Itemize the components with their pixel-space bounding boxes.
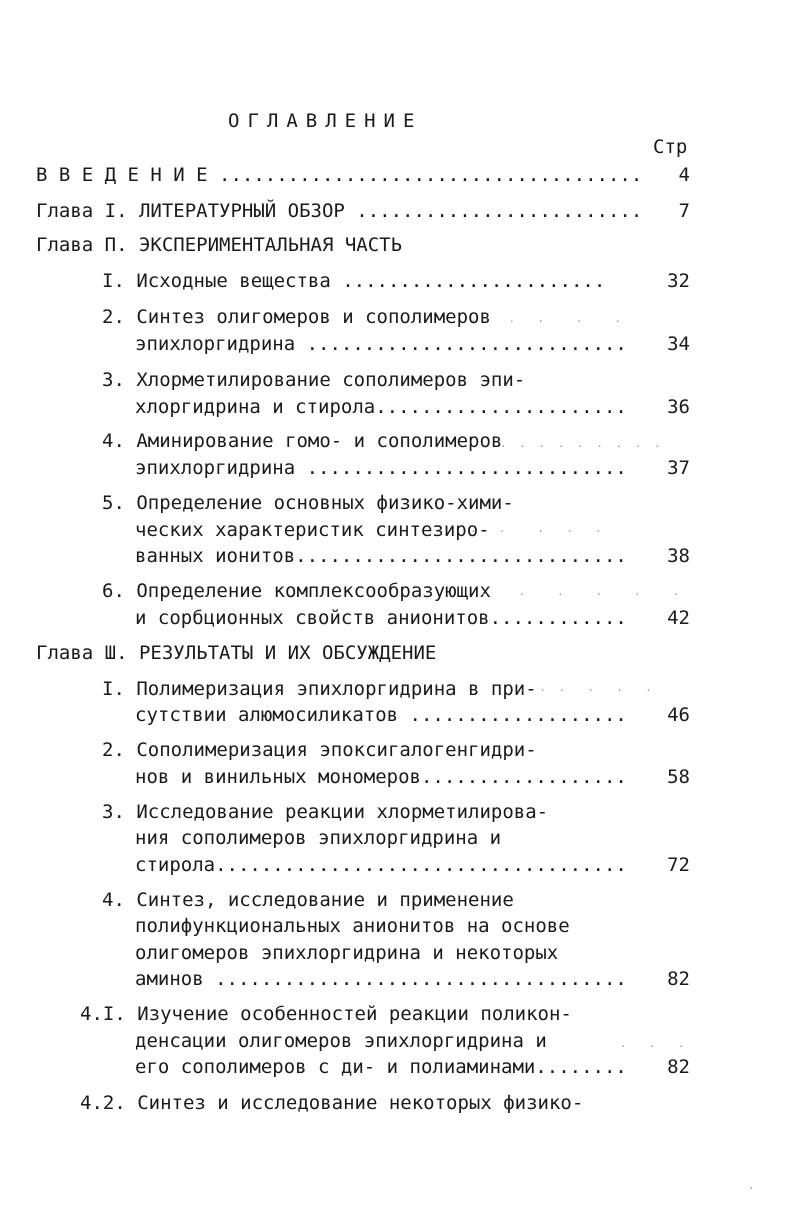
toc-entry-2-4-line-1: 4. Аминирование гомо- и сополимеров (102, 430, 503, 452)
toc-entry-2-5-page: 38 (667, 545, 690, 567)
toc-entry-3-1-page: 46 (667, 704, 690, 726)
scan-speck: · · · · · (470, 315, 624, 328)
toc-entry-4-1-line-2: денсации олигомеров эпихлоргидрина и (135, 1030, 547, 1052)
toc-entry-ch3-line-1: Глава Ш. РЕЗУЛЬТАТЫ И ИХ ОБСУЖДЕНИЕ (36, 642, 437, 664)
toc-entry-3-4-line-1: 4. Синтез, исследование и применение (102, 889, 514, 911)
toc-entry-3-4-line-3: олигомеров эпихлоргидрина и некоторых (135, 942, 559, 964)
toc-entry-4-1-line-1: 4.I. Изучение особенностей реакции поликон- (80, 1003, 572, 1025)
toc-entry-4-1-page: 82 (667, 1056, 690, 1078)
toc-entry-ch1-page: 7 (678, 200, 690, 222)
toc-entry-3-4-line-2: полифункциональных анионитов на основе (135, 915, 570, 937)
toc-entry-2-4-page: 37 (667, 457, 690, 479)
toc-entry-2-6-page: 42 (667, 607, 690, 629)
toc-entry-3-2-line-2: нов и винильных мономеров.................. (135, 766, 627, 788)
toc-entry-4-1-line-3: его сополимеров с ди- и полиаминами........ (135, 1056, 627, 1078)
scan-speck: · · · · · · (520, 684, 655, 697)
toc-entry-2-6-line-2: и сорбционных свойств анионитов............ (135, 607, 627, 629)
toc-entry-3-3-page: 72 (667, 854, 690, 876)
toc-entry-2-3-line-1: 3. Хлорметилирование сополимеров эпи- (102, 369, 526, 391)
toc-entry-2-2-line-1: 2. Синтез олигомеров и сополимеров (102, 306, 491, 328)
toc-entry-2-2-line-2: эпихлоргидрина ............................ (135, 333, 627, 355)
toc-entry-2-4-line-2: эпихлоргидрина ............................ (135, 457, 627, 479)
toc-entry-2-3-page: 36 (667, 396, 690, 418)
scan-speck: · · · · · (470, 525, 605, 538)
toc-entry-3-3-line-2: ния сополимеров эпихлоргидрина и (135, 827, 502, 849)
toc-entry-3-1-line-1: I. Полимеризация эпихлоргидрина в при- (102, 678, 537, 700)
toc-entry-2-2-page: 34 (667, 333, 690, 355)
toc-entry-2-5-line-2: ческих характеристик синтезиро- (135, 519, 490, 541)
toc-entry-ch1-line-1: Глава I. ЛИТЕРАТУРНЫЙ ОБЗОР ......................... (36, 200, 643, 222)
toc-entry-2-6-line-1: 6. Определение комплексообразующих (102, 580, 491, 602)
toc-entry-2-5-line-3: ванных ионитов............................. (135, 545, 627, 567)
toc-entry-3-3-line-1: 3. Исследование реакции хлорметилирова- (102, 801, 549, 823)
toc-title: ОГЛАВЛЕНИЕ (228, 110, 423, 132)
scan-speck: · (748, 1182, 758, 1195)
toc-entry-3-2-line-1: 2. Сополимеризация эпоксигалогенгидри- (102, 739, 537, 761)
toc-entry-2-1-line-1: I. Исходные вещества ....................... (102, 270, 606, 292)
scan-speck: · · · · · · (480, 588, 683, 601)
scan-speck: · · · (620, 1040, 688, 1053)
toc-entry-2-1-page: 32 (667, 270, 690, 292)
toc-entry-3-4-page: 82 (667, 968, 690, 990)
toc-entry-2-3-line-2: хлоргидрина и стирола...................... (135, 396, 627, 418)
toc-entry-ch2-line-1: Глава П. ЭКСПЕРИМЕНТАЛЬНАЯ ЧАСТЬ (36, 234, 403, 256)
toc-entry-3-3-line-3: стирола.................................... (135, 854, 627, 876)
page-column-label: Стр (653, 136, 688, 158)
toc-entry-intro-page: 4 (678, 164, 690, 186)
toc-entry-intro-line-1: В В Е Д Е Н И Е ..................................... (36, 164, 643, 186)
toc-entry-3-2-page: 58 (667, 766, 690, 788)
toc-entry-4-2-line-1: 4.2. Синтез и исследование некоторых физико- (80, 1092, 584, 1114)
toc-entry-2-5-line-1: 5. Определение основных физико-хими- (102, 492, 514, 514)
toc-entry-3-1-line-2: сутствии алюмосиликатов ................... (135, 704, 627, 726)
toc-entry-3-4-line-4: аминов .................................... (135, 968, 627, 990)
scan-speck: · · · · · · · · · (500, 440, 664, 453)
